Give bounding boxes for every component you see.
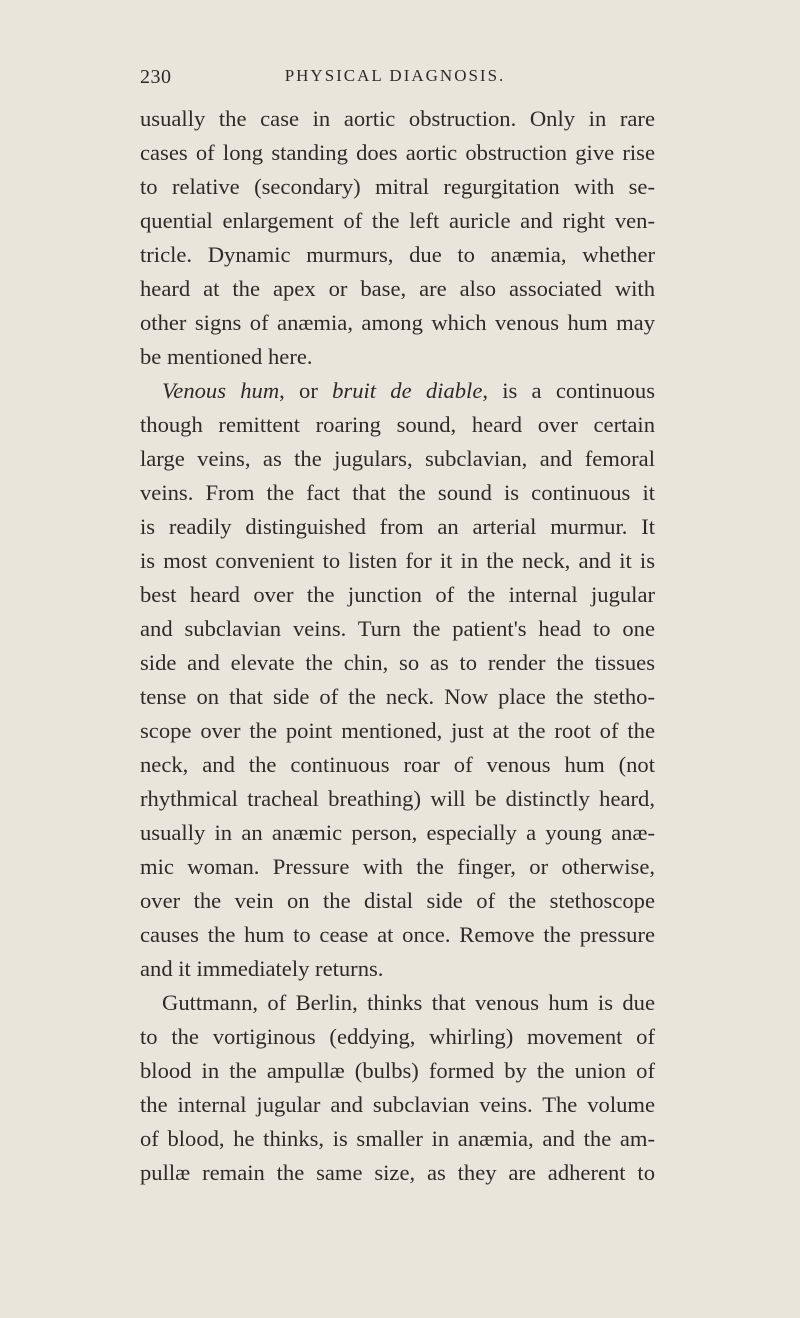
text-line: large veins, as the jugulars, subclavian, and femoral bbox=[140, 446, 655, 471]
paragraph bbox=[140, 986, 655, 1190]
text-line: heard at the apex or base, are also associated with bbox=[140, 276, 655, 301]
body-text bbox=[140, 102, 655, 1190]
text-line: rhythmical tracheal breathing) will be distinctly heard, bbox=[140, 786, 655, 811]
text-line: and subclavian veins. Turn the patient's head to one bbox=[140, 616, 655, 641]
text-line: tense on that side of the neck. Now place the stetho- bbox=[140, 684, 655, 709]
text-line: and it immediately returns. bbox=[140, 956, 384, 981]
paragraph bbox=[140, 102, 655, 374]
text-line: is most convenient to listen for it in the neck, and it is bbox=[140, 548, 655, 573]
text-line: other signs of anæmia, among which venous hum may bbox=[140, 310, 655, 335]
text-fragment: , or bbox=[279, 378, 333, 403]
text-line: though remittent roaring sound, heard over certain bbox=[140, 412, 655, 437]
text-line: blood in the ampullæ (bulbs) formed by the union of bbox=[140, 1058, 655, 1083]
text-line: usually in an anæmic person, especially a young anæ- bbox=[140, 820, 655, 845]
running-title: PHYSICAL DIAGNOSIS. bbox=[284, 66, 506, 85]
text-line: Guttmann, of Berlin, thinks that venous hum is due bbox=[162, 990, 655, 1015]
text-line: to the vortiginous (eddying, whirling) movement of bbox=[140, 1024, 655, 1049]
text-line: usually the case in aortic obstruction. Only in rare bbox=[140, 106, 655, 131]
running-head bbox=[140, 66, 650, 96]
text-line: veins. From the fact that the sound is continuous it bbox=[140, 480, 655, 505]
text-fragment: , is a continuous bbox=[482, 378, 655, 403]
text-line: cases of long standing does aortic obstruction give rise bbox=[140, 140, 655, 165]
text-line: quential enlargement of the left auricle and right ven- bbox=[140, 208, 655, 233]
text-line: of blood, he thinks, is smaller in anæmia, and the am- bbox=[140, 1126, 655, 1151]
text-line: the internal jugular and subclavian veins. The volume bbox=[140, 1092, 655, 1117]
paragraph bbox=[140, 374, 655, 986]
italic-term: bruit de diable bbox=[332, 378, 483, 403]
text-line: is readily distinguished from an arterial murmur. It bbox=[140, 514, 655, 539]
text-line: mic woman. Pressure with the finger, or otherwise, bbox=[140, 854, 655, 879]
text-line: tricle. Dynamic murmurs, due to anæmia, whether bbox=[140, 242, 655, 267]
page-number: 230 bbox=[140, 66, 172, 88]
text-line bbox=[140, 374, 655, 408]
italic-term: Venous hum bbox=[162, 378, 280, 403]
text-line: best heard over the junction of the internal jugular bbox=[140, 582, 655, 607]
text-line: pullæ remain the same size, as they are adherent to bbox=[140, 1160, 655, 1185]
text-line: neck, and the continuous roar of venous hum (not bbox=[140, 752, 655, 777]
text-line: to relative (secondary) mitral regurgitation with se- bbox=[140, 174, 655, 199]
text-line: be mentioned here. bbox=[140, 344, 313, 369]
text-line: side and elevate the chin, so as to render the tissues bbox=[140, 650, 655, 675]
text-line: scope over the point mentioned, just at the root of the bbox=[140, 718, 655, 743]
text-line: causes the hum to cease at once. Remove the pressure bbox=[140, 922, 655, 947]
text-line: over the vein on the distal side of the stethoscope bbox=[140, 888, 655, 913]
